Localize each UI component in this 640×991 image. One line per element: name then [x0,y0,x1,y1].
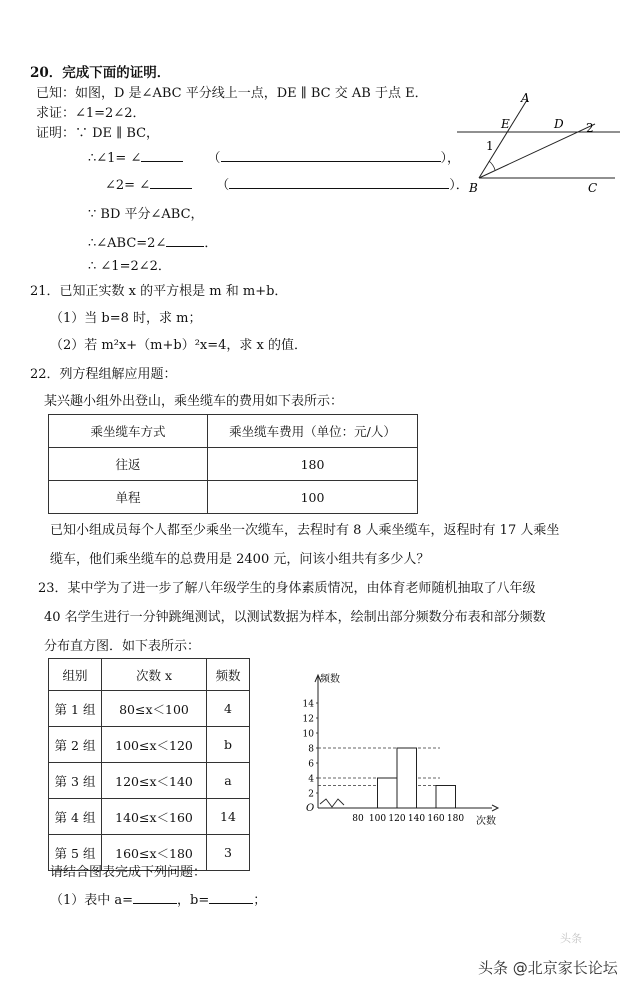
q23-line1: 23．某中学为了进一步了解八年级学生的身体素质情况，由体育老师随机抽取了八年级 [38,581,536,596]
table-cell: 120≤x＜140 [102,763,207,799]
x-tick-label: 100 [368,814,387,824]
y-tick-label: 4 [308,774,314,785]
table-cell: 14 [207,799,250,835]
q20-step1-pre: ∴∠1= ∠ [88,151,142,166]
q21-part1: （1）当 b=8 时，求 m； [50,311,202,326]
table-cell: 单程 [49,481,208,514]
label-1: 1 [486,139,494,153]
blank-b[interactable] [209,891,253,904]
table-cell: 140≤x＜160 [102,799,207,835]
table-cell: 第 2 组 [49,727,102,763]
label-a: A [521,91,530,105]
q20-prove: 求证：∠1=2∠2． [36,106,146,121]
y-tick-label: 14 [302,699,314,710]
table-row [49,481,418,514]
blank-reason-2[interactable] [229,176,449,189]
table-cell: 100 [208,481,418,514]
blank-angle-1[interactable] [141,149,183,162]
table-header: 次数 x [102,659,207,691]
x-tick-label: 180 [446,814,465,824]
blank-reason-1[interactable] [221,149,441,162]
table-cell: 100≤x＜120 [102,727,207,763]
q20-step1 [88,147,460,166]
label-2: 2 [586,121,594,135]
label-c: C [588,181,598,195]
q20-title: 20．完成下面的证明． [30,65,171,81]
blank-a[interactable] [133,891,177,904]
label-d: D [554,117,564,131]
geometry-figure [455,88,635,198]
y-tick-label: 12 [302,714,314,725]
q21-part2: （2）若 m²x+（m+b）²x=4，求 x 的值． [50,338,308,353]
y-tick-label: 10 [302,729,314,740]
q20-step4-post: ． [204,236,218,251]
q23-line2: 40 名学生进行一分钟跳绳测试，以测试数据为样本，绘制出部分频数分布表和部分频数 [44,610,546,625]
table-cell: 80≤x＜100 [102,691,207,727]
q20-step2-pre: ∠2= ∠ [105,178,151,193]
table-header: 乘坐缆车方式 [49,415,208,448]
q20-given: 已知：如图，D 是∠ABC 平分线上一点，DE ∥ BC 交 AB 于点 E． [36,86,428,101]
paren-open-1: （ [207,151,221,166]
q22-intro: 某兴趣小组外出登山，乘坐缆车的费用如下表所示： [44,394,344,409]
table-cell: 3 [207,835,250,871]
table-row [49,691,250,727]
q20-step1-post: ）， [440,151,461,166]
x-tick-label: 140 [407,814,426,824]
q20-step2 [105,174,469,193]
table-cell: 往返 [49,448,208,481]
label-e: E [501,117,510,131]
histogram-bar [397,748,417,808]
paren-open-2: （ [216,178,230,193]
watermark-text: 头条 @北京家长论坛 [478,959,618,977]
q23-part1-pre: （1）表中 a= [50,893,134,908]
origin-label: O [306,803,315,814]
blank-angle-3[interactable] [166,234,204,247]
q20-step4 [88,232,217,251]
table-row [49,763,250,799]
q23-line3: 分布直方图．如下表所示： [44,639,201,654]
y-tick-label: 6 [308,759,314,770]
x-tick-label: 80 [352,814,364,824]
table-cell: a [207,763,250,799]
q23-part1-mid: ，b= [177,893,210,908]
axis-break [320,799,344,807]
y-tick-label: 2 [308,789,314,800]
table-row [49,448,418,481]
y-axis-label: 频数 [320,674,340,685]
x-tick-label: 160 [427,814,445,824]
table-cell: 第 5 组 [49,835,102,871]
table-row [49,799,250,835]
angle-arc [489,161,495,170]
label-b: B [469,181,478,195]
table-cell: 第 3 组 [49,763,102,799]
x-tick-label: 120 [388,814,406,824]
table-cell: 4 [207,691,250,727]
q22-text1: 已知小组成员每个人都至少乘坐一次缆车，去程时有 8 人乘坐缆车，返程时有 17 人乘坐 [50,523,560,538]
cable-car-table [48,414,418,514]
q20-step5: ∴ ∠1=2∠2． [88,259,171,274]
table-header: 乘坐缆车费用（单位：元/人） [208,415,418,448]
q22-text2: 缆车，他们乘坐缆车的总费用是 2400 元，问该小组共有多少人？ [50,552,430,567]
table-header: 组别 [49,659,102,691]
table-header: 频数 [207,659,250,691]
frequency-table [48,658,250,871]
x-axis-label: 次数 [476,816,496,827]
table-cell: 180 [208,448,418,481]
q20-proof-intro: 证明：∵ DE ∥ BC， [36,126,160,141]
blank-angle-2[interactable] [150,176,192,189]
table-cell: 第 1 组 [49,691,102,727]
y-tick-label: 8 [308,744,314,755]
x-axis-arrow [492,805,498,811]
table-row [49,727,250,763]
q22-title: 22．列方程组解应用题： [30,367,177,382]
q20-step2-post: ）． [449,178,469,193]
frequency-histogram [300,668,500,828]
table-cell: 160≤x＜180 [102,835,207,871]
histogram-bar [436,786,456,809]
q20-step3: ∵ BD 平分∠ABC， [88,207,204,222]
histogram-bar [378,778,398,808]
table-cell: 第 4 组 [49,799,102,835]
q23-part1 [50,889,266,908]
table-cell: b [207,727,250,763]
watermark-logo: 头条 [560,932,582,945]
q23-after: 请结合图表完成下列问题： [50,865,207,880]
q21-title: 21．已知正实数 x 的平方根是 m 和 m+b． [30,284,288,299]
q20-step4-pre: ∴∠ABC=2∠ [88,236,167,251]
q23-part1-post: ； [253,893,267,908]
